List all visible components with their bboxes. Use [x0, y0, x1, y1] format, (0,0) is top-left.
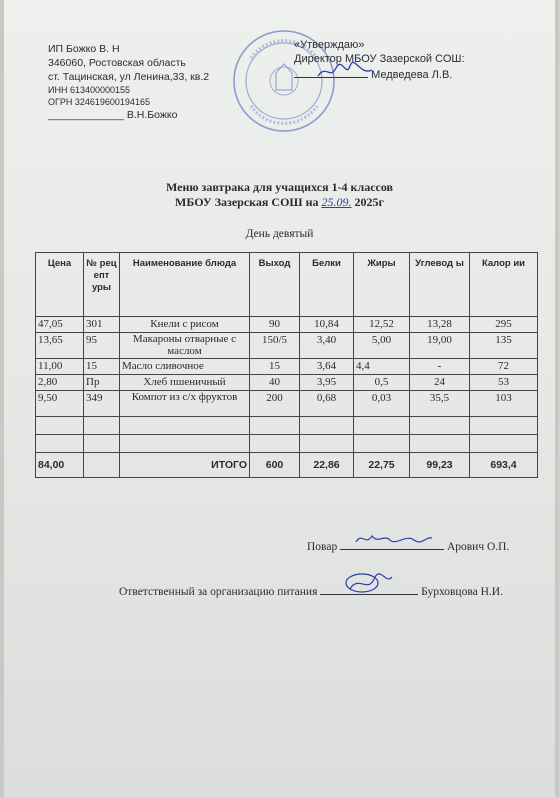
total-label: ИТОГО [120, 453, 250, 478]
col-output: Выход [250, 253, 300, 317]
cell-recipe: 301 [84, 317, 120, 333]
table-row [36, 333, 538, 359]
title-year: 2025г [354, 195, 384, 209]
cell-price: 11,00 [36, 359, 84, 375]
cell-calories: 53 [470, 375, 538, 391]
cell-output: 200 [250, 391, 300, 417]
menu-title [4, 180, 555, 210]
supplier-address-1: 346060, Ростовская область [48, 57, 186, 69]
cell-price: 13,65 [36, 333, 84, 359]
cell-fats: 4,4 [354, 359, 410, 375]
cell-dish: Хлеб пшеничный [120, 375, 250, 391]
supplier-address-2: ст. Тацинская, ул Ленина,33, кв.2 [48, 71, 210, 83]
cell-fats: 5,00 [354, 333, 410, 359]
cell-proteins: 3,40 [300, 333, 354, 359]
responsible-signature-line [119, 581, 503, 598]
cell-proteins: 0,68 [300, 391, 354, 417]
director-name: Медведева Л.В. [371, 69, 453, 81]
total-carbs: 99,23 [410, 453, 470, 478]
cell-calories: 103 [470, 391, 538, 417]
cell-dish: Кнели с рисом [120, 317, 250, 333]
responsible-signature [340, 571, 396, 597]
cook-name: Арович О.П. [446, 541, 510, 553]
cell-proteins: 3,95 [300, 375, 354, 391]
cell-dish: Макароны отварные с маслом [120, 333, 250, 359]
table-row-empty [36, 417, 538, 435]
cell-price: 47,05 [36, 317, 84, 333]
cook-signature [354, 530, 434, 548]
cell-carbs: 13,28 [410, 317, 470, 333]
total-proteins: 22,86 [300, 453, 354, 478]
cell-output: 15 [250, 359, 300, 375]
col-calories: Калор ии [470, 253, 538, 317]
approve-label: «Утверждаю» [294, 39, 365, 51]
table-header-row [36, 253, 538, 317]
cook-signature-line [307, 536, 509, 553]
col-dish: Наименование блюда [120, 253, 250, 317]
total-price: 84,00 [36, 453, 84, 478]
table-row [36, 391, 538, 417]
cell-calories: 295 [470, 317, 538, 333]
cell-carbs: - [410, 359, 470, 375]
cell-recipe: 349 [84, 391, 120, 417]
cell-recipe: 15 [84, 359, 120, 375]
col-price: Цена [36, 253, 84, 317]
menu-table [35, 252, 538, 478]
supplier-name: ИП Божко В. Н [48, 43, 120, 55]
cell-recipe: 95 [84, 333, 120, 359]
cell-price: 9,50 [36, 391, 84, 417]
cell-dish: Масло сливочное [120, 359, 250, 375]
col-fats: Жиры [354, 253, 410, 317]
menu-day: День девятый [245, 228, 314, 240]
menu-date: 25.09. [321, 195, 352, 209]
supplier-inn: ИНН 613400000155 [48, 85, 131, 95]
cell-calories: 72 [470, 359, 538, 375]
col-recipe: № рец епт уры [84, 253, 120, 317]
cell-carbs: 35,5 [410, 391, 470, 417]
supplier-info [48, 42, 209, 122]
cook-label: Повар [307, 541, 338, 553]
responsible-signature-blank [320, 581, 418, 595]
col-carbs: Углевод ы [410, 253, 470, 317]
total-output: 600 [250, 453, 300, 478]
total-fats: 22,75 [354, 453, 410, 478]
cell-calories: 135 [470, 333, 538, 359]
cell-carbs: 19,00 [410, 333, 470, 359]
cell-output: 90 [250, 317, 300, 333]
cell-carbs: 24 [410, 375, 470, 391]
document-page [4, 0, 555, 797]
cell-dish: Компот из с/х фруктов [120, 391, 250, 417]
table-row [36, 359, 538, 375]
supplier-signature: _____________ В.Н.Божко [48, 109, 178, 121]
responsible-name: Бурховцова Н.И. [421, 586, 503, 598]
responsible-label: Ответственный за организацию питания [119, 586, 318, 598]
director-signature [316, 60, 376, 82]
cell-recipe: Пр [84, 375, 120, 391]
table-row [36, 317, 538, 333]
title-school: МБОУ Зазерская СОШ на [175, 195, 319, 209]
cell-fats: 12,52 [354, 317, 410, 333]
cell-output: 40 [250, 375, 300, 391]
cook-signature-blank [340, 536, 444, 550]
table-row [36, 375, 538, 391]
cell-proteins: 10,84 [300, 317, 354, 333]
title-line-1: Меню завтрака для учащихся 1-4 классов [165, 180, 394, 194]
col-proteins: Белки [300, 253, 354, 317]
total-calories: 693,4 [470, 453, 538, 478]
cell-price: 2,80 [36, 375, 84, 391]
table-total-row [36, 453, 538, 478]
director-position: Директор МБОУ Зазерской СОШ: [294, 53, 465, 65]
cell-fats: 0,03 [354, 391, 410, 417]
cell-proteins: 3,64 [300, 359, 354, 375]
supplier-ogrn: ОГРН 324619600194165 [48, 97, 150, 107]
table-row-empty [36, 435, 538, 453]
cell-output: 150/5 [250, 333, 300, 359]
cell-fats: 0,5 [354, 375, 410, 391]
